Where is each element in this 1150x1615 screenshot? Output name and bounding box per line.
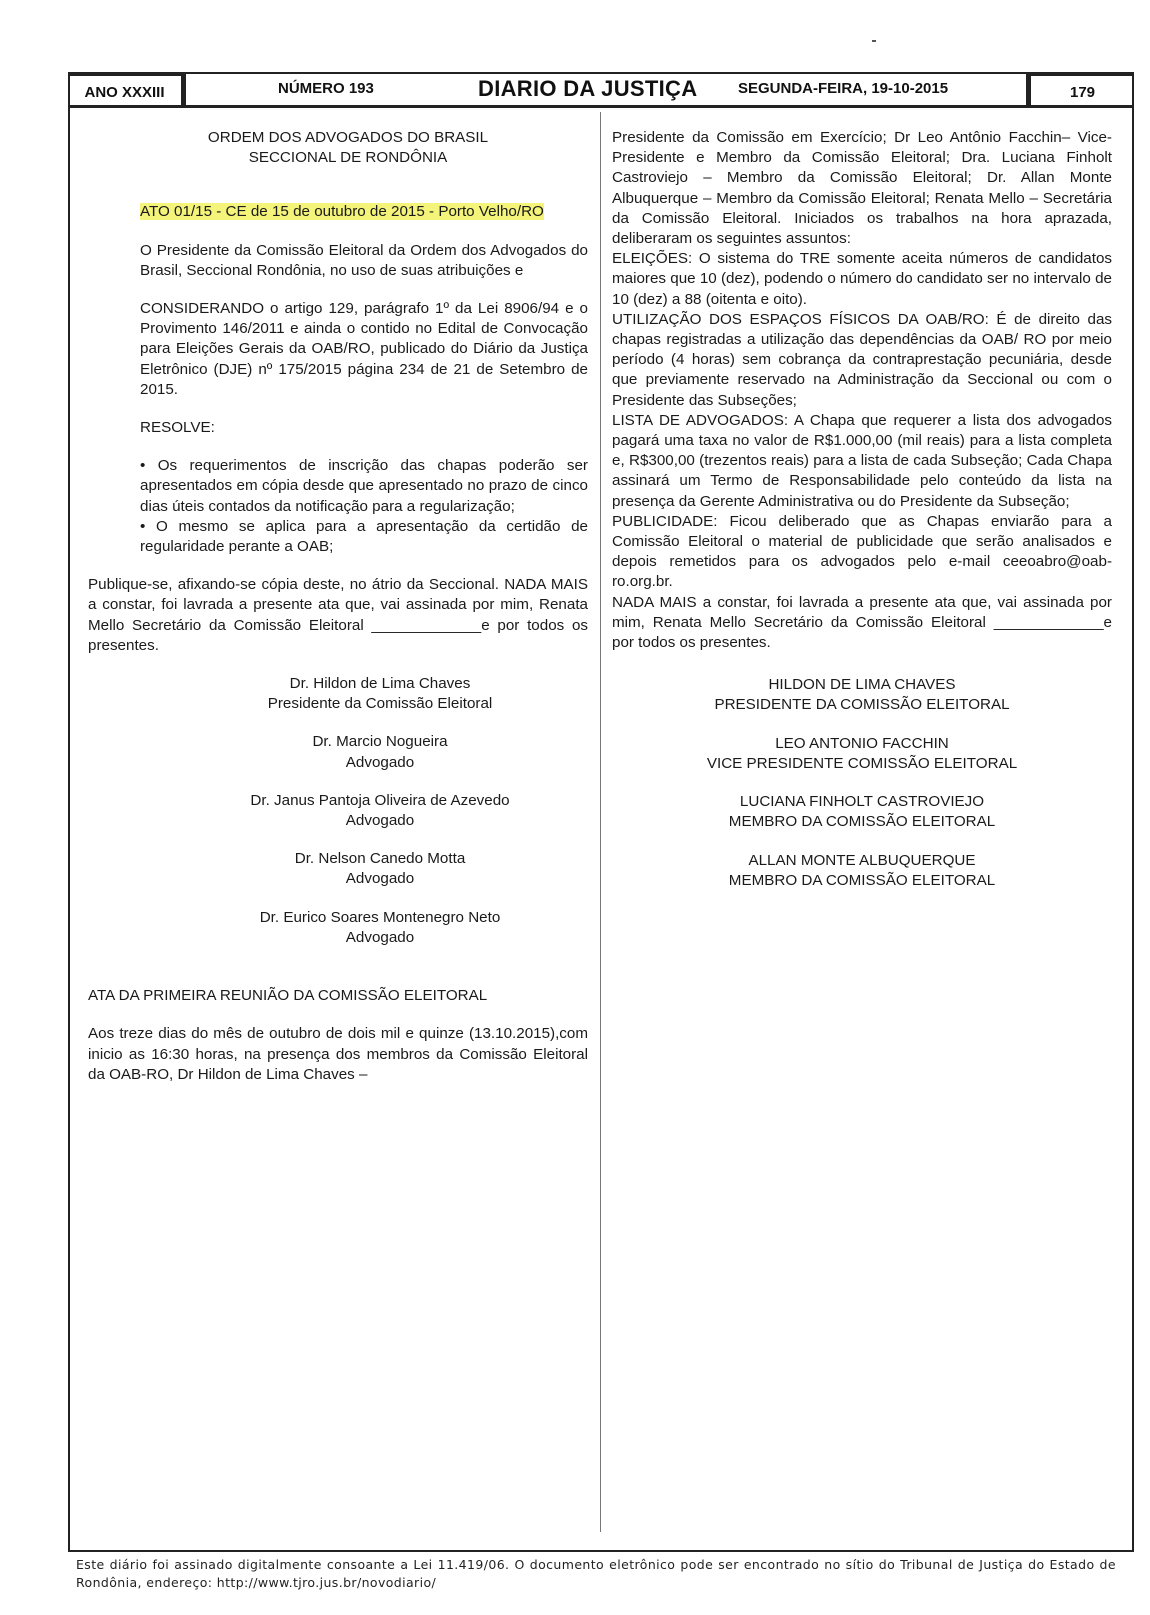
- column-divider: [600, 112, 601, 1532]
- paragraph-intro: O Presidente da Comissão Eleitoral da Ordem dos Advogados do Brasil, Seccional Rondônia, no uso de suas atribuições e: [140, 241, 588, 279]
- journal-header: [68, 72, 1134, 108]
- signature: [612, 734, 1112, 774]
- issue-number: NÚMERO 193: [278, 80, 374, 97]
- act-heading-text: ATO 01/15 - CE de 15 de outubro de 2015 - Porto Velho/RO: [140, 203, 544, 221]
- signature-name: LEO ANTONIO FACCHIN: [775, 734, 949, 752]
- signature: [88, 908, 588, 948]
- signature-role: MEMBRO DA COMISSÃO ELEITORAL: [728, 813, 996, 831]
- signature-role: Advogado: [345, 753, 415, 771]
- signature-role: Advogado: [345, 812, 415, 830]
- signature: [88, 732, 588, 772]
- paragraph-considerando: CONSIDERANDO o artigo 129, parágrafo 1º da Lei 8906/94 e o Provimento 146/2011 e ainda o contido no Edital de Convocação para Eleições Gerais da OAB/RO, publicado do Diário da Justiça Eletrônico (DJE) nº 175/2015 página 234 de 21 de Setembro de 2015.: [140, 300, 588, 398]
- signature: [612, 792, 1112, 832]
- org-name: ORDEM DOS ADVOGADOS DO BRASIL: [207, 129, 489, 146]
- digital-signature-note: Este diário foi assinado digitalmente consoante a Lei 11.419/06. O documento eletrônico pode ser encontrado no sítio do Tribunal de Justiça do Estado de Rondônia, endereço: http://www.tjro.jus.br/novodiario/: [76, 1557, 1116, 1590]
- bullet-item: • O mesmo se aplica para a apresentação da certidão de regularidade perante a OAB;: [140, 517, 588, 556]
- signature-name: Dr. Marcio Nogueira: [312, 733, 448, 751]
- signature-role: VICE PRESIDENTE COMISSÃO ELEITORAL: [706, 754, 1018, 772]
- closing-paragraph: NADA MAIS a constar, foi lavrada a presente ata que, vai assinada por mim, Renata Mello Secretário da Comissão Eleitoral _____________e por todos os presentes.: [612, 593, 1112, 652]
- signature: [88, 674, 588, 714]
- signature: [88, 849, 588, 889]
- minutes-paragraph: Aos treze dias do mês de outubro de dois mil e quinze (13.10.2015),com inicio as 16:30 horas, na presença dos membros da Comissão Eleitoral da OAB-RO, Dr Hildon de Lima Chaves –: [88, 1025, 588, 1083]
- item-eleicoes: ELEIÇÕES: O sistema do TRE somente aceita números de candidatos maiores que 10 (dez), podendo o número do candidato ser no intervalo de 10 (dez) a 88 (oitenta e oito).: [612, 250, 1112, 308]
- signature: [612, 675, 1112, 715]
- signature: [88, 791, 588, 831]
- issue-date: SEGUNDA-FEIRA, 19-10-2015: [738, 80, 949, 97]
- minutes-members: Presidente da Comissão em Exercício; Dr Leo Antônio Facchin– Vice-Presidente e Membro da Comissão Eleitoral; Dra. Luciana Finholt Castroviejo – Membro da Comissão Eleitoral; Dr. Allan Monte Albuquerque – Membro da Comissão Eleitoral; Renata Mello – Secretária da Comissão Eleitoral. Iniciados os trabalhos na hora aprazada, deliberaram os seguintes assuntos:: [612, 129, 1112, 248]
- signature-name: LUCIANA FINHOLT CASTROVIEJO: [739, 793, 985, 811]
- signature-name: ALLAN MONTE ALBUQUERQUE: [748, 851, 976, 869]
- page-number: 179: [1026, 72, 1134, 108]
- act-heading: [88, 202, 588, 222]
- bullet-item: • Os requerimentos de inscrição das chapas poderão ser apresentados em cópia desde que apresentado no prazo de cinco dias úteis contados da notificação para a regularização;: [140, 457, 588, 515]
- right-column: [612, 128, 1112, 891]
- signature-role: Advogado: [345, 870, 415, 888]
- minutes-title: ATA DA PRIMEIRA REUNIÃO DA COMISSÃO ELEITORAL: [88, 987, 488, 1005]
- resolve-label: RESOLVE:: [140, 419, 215, 437]
- signature-role: MEMBRO DA COMISSÃO ELEITORAL: [728, 871, 996, 889]
- signature-name: HILDON DE LIMA CHAVES: [768, 676, 956, 694]
- signature-name: Dr. Janus Pantoja Oliveira de Azevedo: [250, 791, 510, 809]
- item-lista: LISTA DE ADVOGADOS: A Chapa que requerer a lista dos advogados pagará uma taxa no valor de R$1.000,00 (mil reais) para a lista completa e, R$300,00 (trezentos reais) para a lista de cada Subseção; Cada Chapa assinará um Termo de Responsabilidade pelo conteúdo da lista na presença da Gerente Administrativa ou do Presidente da Subseção;: [612, 411, 1112, 510]
- left-column: [88, 128, 588, 1085]
- scan-mark: [872, 40, 876, 42]
- org-section: SECCIONAL DE RONDÔNIA: [248, 149, 448, 167]
- signature-role: Presidente da Comissão Eleitoral: [267, 695, 493, 713]
- signature-name: Dr. Eurico Soares Montenegro Neto: [259, 908, 501, 926]
- paragraph-publique: Publique-se, afixando-se cópia deste, no átrio da Seccional. NADA MAIS a constar, foi lavrada a presente ata que, vai assinada por mim, Renata Mello Secretário da Comissão Eleitoral _____________e por todos os presentes.: [88, 576, 588, 654]
- signature-name: Dr. Hildon de Lima Chaves: [289, 675, 471, 693]
- issue-year: ANO XXXIII: [68, 72, 186, 108]
- journal-title: DIARIO DA JUSTIÇA: [478, 75, 698, 101]
- item-espacos: UTILIZAÇÃO DOS ESPAÇOS FÍSICOS DA OAB/RO: É de direito das chapas registradas a utilização das dependências da OAB/ RO por meio período (4 horas) sem cobrança da contraprestação pecuniária, desde que previamente reservado na Administração da Seccional ou com o Presidente das Subseções;: [612, 310, 1112, 409]
- signature-role: PRESIDENTE DA COMISSÃO ELEITORAL: [714, 696, 1010, 714]
- signature-role: Advogado: [345, 928, 415, 946]
- item-publicidade: PUBLICIDADE: Ficou deliberado que as Chapas enviarão para a Comissão Eleitoral o material de publicidade que serão analisados e depois remetidos para os advogados pelo e-mail ceeoabro@oab-ro.org.br.: [612, 512, 1112, 591]
- signature: [612, 851, 1112, 891]
- signature-name: Dr. Nelson Canedo Motta: [294, 850, 466, 868]
